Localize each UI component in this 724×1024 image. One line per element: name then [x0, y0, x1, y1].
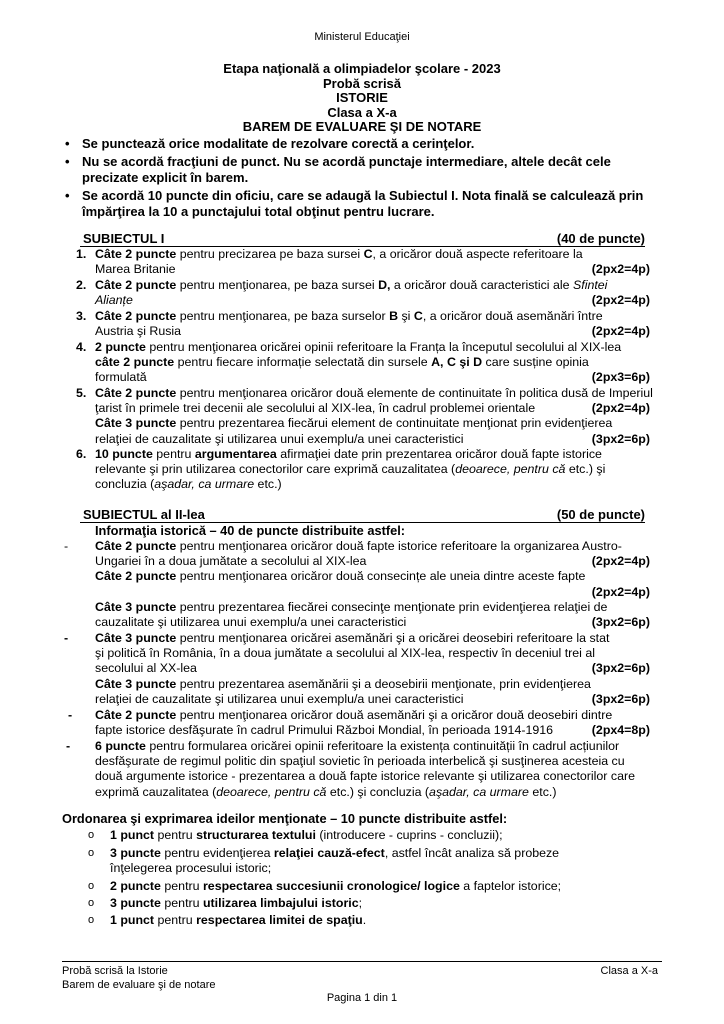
item-number: 1.	[76, 247, 87, 261]
ordering-item: 1 punct pentru structurarea textului (introducere - cuprins - concluzii);	[110, 828, 503, 842]
title-line-1: Etapa naţională a olimpiadelor şcolare - 2023	[223, 61, 501, 76]
bullet-icon: •	[65, 154, 70, 169]
item-number: 6.	[76, 447, 87, 461]
s1-item-2: Câte 2 puncte pentru menţionarea, pe baza sursei D, a oricăror două caracteristici ale Sfintei Alianțe (2px2=4p)	[95, 278, 650, 308]
title-line-3: ISTORIE	[336, 90, 388, 106]
circle-bullet-icon: o	[88, 847, 95, 859]
points: (3px2=6p)	[591, 614, 650, 629]
points: (2px2=4p)	[591, 554, 650, 569]
points: (3px2=6p)	[591, 431, 650, 446]
ordering-item: 1 punct pentru respectarea limitei de spaţiu.	[110, 913, 367, 927]
dash-marker: -	[68, 708, 73, 722]
item-number: 4.	[76, 340, 87, 354]
rule-item: • Nu se acordă fracţiuni de punct. Nu se acordă punctaje intermediare, altele decât cele precizate explicit în barem.	[65, 154, 611, 185]
circle-bullet-icon: o	[88, 897, 95, 909]
points: (2px2=4p)	[591, 293, 650, 308]
ministry-header: Ministerul Educaţiei	[314, 31, 410, 43]
footer-left: Probă scrisă la Istorie Barem de evaluare şi de notare	[62, 965, 216, 991]
general-rules	[62, 136, 667, 222]
points: (2px2=4p)	[591, 401, 650, 416]
rule-item: • Se punctează orice modalitate de rezolvare corectă a cerinţelor.	[65, 136, 475, 151]
item-number: 5.	[76, 386, 87, 400]
dash-marker: -	[64, 539, 69, 553]
s1-item-4: 2 puncte pentru menţionarea oricărei opinii referitoare la Franța la începutul secolului al XIX-lea câte 2 puncte pentru fiecare informație selectată din sursele A, C şi D care susține opinia formulată (2px3=6p)	[95, 340, 650, 385]
footer-right: Clasa a X-a	[600, 965, 658, 977]
s2-item-b: Câte 3 puncte pentru menţionarea oricărei asemănări şi a oricărei deosebiri referitoare la stat şi politică în România, în a doua jumătate a secolului al XIX-lea, respectiv în deceniul trei al secolului al XX-lea (3px2=6p) Câte 3 puncte pentru prezentarea asemănării şi a deosebirii menţionate, prin evidenţierea relaţiei de cauzalitate şi utilizarea unui exemplu/a unei caracteristici (3px2=6p)	[95, 631, 650, 706]
points: (2px2=4p)	[591, 262, 650, 277]
title-line-2: Probă scrisă	[322, 75, 402, 91]
s1-item-5: Câte 2 puncte pentru menţionarea oricăror două elemente de continuitate în politica dusă de Imperiul ţarist în primele trei decenii ale secolului al XIX-lea, în cadrul problemei orientale (2px2=4p) Câte 3 puncte pentru prezentarea fiecărui element de continuitate menţionat prin evidenţierea relaţiei de cauzalitate şi utilizarea unui exemplu/a unei caracteristici (3px2=6p)	[95, 386, 653, 446]
ordering-item: 3 puncte pentru evidenţierea relaţiei cauză-efect, astfel încât analiza să probeze înţelegerea procesului istoric;	[110, 846, 560, 876]
ordering-item: 2 puncte pentru respectarea succesiunii cronologice/ logice a faptelor istorice;	[110, 879, 562, 893]
points: (2px4=8p)	[591, 723, 650, 738]
item-number: 3.	[76, 309, 87, 323]
rule-item: • Se acordă 10 puncte din oficiu, care se adaugă la Subiectul I. Nota finală se calculează prin împărţirea la 10 a punctajului total obţinut pentru lucrare.	[65, 188, 644, 219]
circle-bullet-icon: o	[88, 914, 95, 926]
page-number: Pagina 1 din 1	[326, 992, 398, 1004]
info-heading: Informaţia istorică – 40 de puncte distribuite astfel:	[95, 523, 406, 538]
dash-marker: -	[66, 739, 71, 753]
s1-item-6: 10 puncte pentru argumentarea afirmaţiei date prin prezentarea oricăror două fapte istorice relevante şi prin utilizarea conectorilor care exprimă cauzalitatea (deoarece, pentru că etc.) şi concluzia (aşadar, ca urmare etc.)	[95, 447, 606, 492]
circle-bullet-icon: o	[88, 880, 95, 892]
dash-marker: -	[64, 631, 69, 645]
ordering-item: 3 puncte pentru utilizarea limbajului istoric;	[110, 896, 363, 910]
title-block	[0, 62, 724, 135]
points: (3px2=6p)	[591, 661, 650, 676]
s2-item-a: Câte 2 puncte pentru menţionarea oricăror două fapte istorice referitoare la organizarea Austro- Ungariei în a doua jumătate a secolului al XIX-lea (2px2=4p) Câte 2 puncte pentru menţionarea oricăror două consecințe ale uneia dintre aceste fapte (2px2=4p) Câte 3 puncte pentru prezentarea fiecărei consecinţe menţionate prin evidenţierea relaţiei de cauzalitate şi utilizarea unui exemplu/a unei caracteristici (3px2=6p)	[95, 539, 650, 629]
points: (2px2=4p)	[591, 584, 650, 599]
footer-divider	[62, 961, 662, 962]
s2-item-d: 6 puncte pentru formularea oricărei opinii referitoare la existența continuității în cadrul acțiunilor desfăşurate de regimul politic din spaţiul sovietic în perioada interbelică şi susţinerea acesteia cu două argumente istorice - prezentarea a două fapte istorice relevante şi utilizarea conectorilor care exprimă cauzalitatea (deoarece, pentru că etc.) şi concluzia (aşadar, ca urmare etc.)	[95, 739, 635, 799]
points: (2px3=6p)	[591, 370, 650, 385]
s1-item-3: Câte 2 puncte pentru menţionarea, pe baza surselor B şi C, a oricăror două asemănări între Austria şi Rusia (2px2=4p)	[95, 309, 650, 339]
s2-item-c: Câte 2 puncte pentru menţionarea oricăror două asemănări şi a oricăror două deosebiri dintre fapte istorice desfăşurate în cadrul Primului Război Mondial, în perioada 1914-1916 (2px4=8p)	[95, 708, 650, 738]
bullet-icon: •	[65, 136, 70, 151]
circle-bullet-icon: o	[88, 829, 95, 841]
points: (2px2=4p)	[591, 324, 650, 339]
bullet-icon: •	[65, 188, 70, 203]
item-number: 2.	[76, 278, 87, 292]
section-1-heading: SUBIECTUL I (40 de puncte)	[80, 231, 645, 247]
title-line-4: Clasa a X-a	[327, 104, 397, 120]
ordering-heading: Ordonarea şi exprimarea ideilor menţionate – 10 puncte distribuite astfel:	[62, 811, 508, 826]
s1-item-1: Câte 2 puncte pentru precizarea pe baza sursei C, a oricăror două aspecte referitoare la Marea Britanie (2px2=4p)	[95, 247, 650, 277]
section-2-heading: SUBIECTUL al II-lea (50 de puncte)	[80, 507, 645, 523]
points: (3px2=6p)	[591, 691, 650, 706]
title-line-5: BAREM DE EVALUARE ŞI DE NOTARE	[242, 119, 482, 135]
